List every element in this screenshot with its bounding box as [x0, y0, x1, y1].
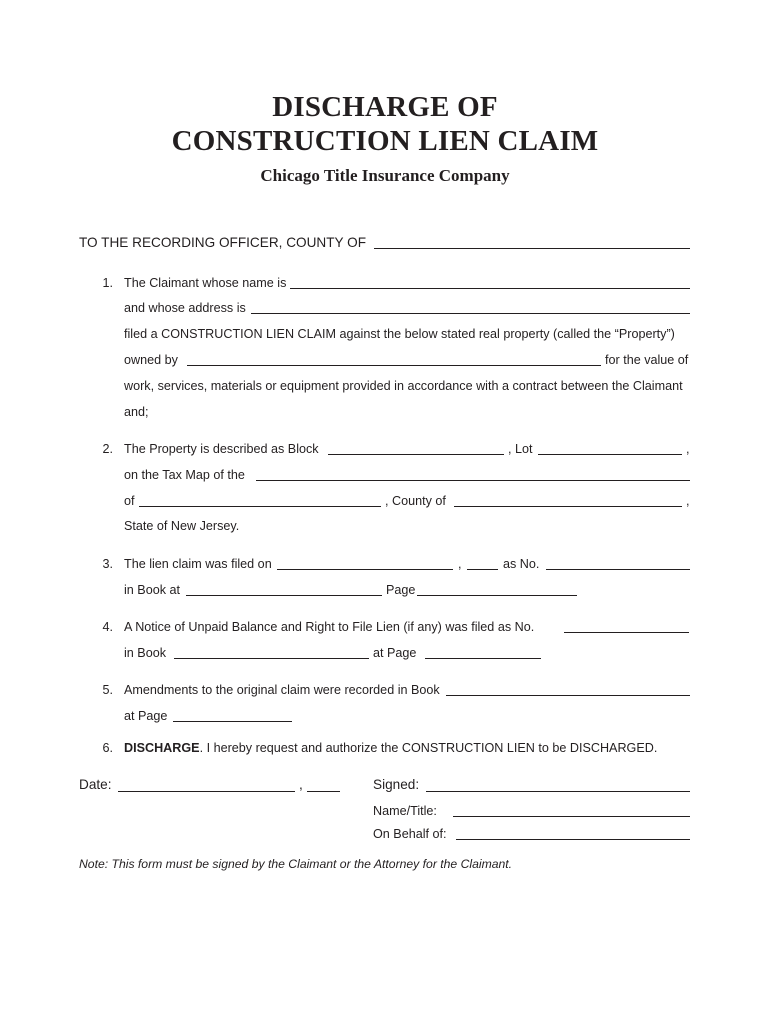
owner-field[interactable]: [187, 365, 601, 366]
item-4-number: 4.: [102, 620, 113, 634]
item-5-number: 5.: [102, 683, 113, 697]
item-6-number: 6.: [102, 741, 113, 755]
date-comma: ,: [299, 777, 303, 792]
notice-number-field[interactable]: [564, 632, 689, 633]
date-year-field[interactable]: [307, 791, 340, 792]
amendments-page-label: at Page: [124, 709, 168, 723]
date-field[interactable]: [118, 791, 295, 792]
discharge-bold-label: DISCHARGE: [124, 741, 200, 755]
county-comma: ,: [686, 494, 690, 508]
name-title-field[interactable]: [453, 816, 690, 817]
signature-field[interactable]: [426, 791, 690, 792]
claimant-address-label: and whose address is: [124, 301, 246, 315]
amendments-label: Amendments to the original claim were recorded in Book: [124, 683, 440, 697]
as-no-label: as No.: [503, 557, 540, 571]
notice-label: A Notice of Unpaid Balance and Right to File Lien (if any) was filed as No.: [124, 620, 535, 634]
claimant-name-field[interactable]: [290, 288, 690, 289]
of-label: of: [124, 494, 135, 508]
lot-comma: ,: [686, 442, 690, 456]
lien-page-field[interactable]: [417, 595, 577, 596]
lien-book-field[interactable]: [186, 595, 382, 596]
filed-on-comma: ,: [458, 557, 462, 571]
block-label: The Property is described as Block: [124, 442, 319, 456]
county-of-field[interactable]: [454, 506, 682, 507]
on-behalf-field[interactable]: [456, 839, 690, 840]
discharge-statement: [124, 740, 657, 756]
block-field[interactable]: [328, 454, 504, 455]
discharge-text: . I hereby request and authorize the CONSTRUCTION LIEN to be DISCHARGED.: [199, 741, 658, 755]
name-title-label: Name/Title:: [373, 804, 437, 818]
amendments-page-field[interactable]: [173, 721, 292, 722]
signed-label: Signed:: [373, 777, 420, 792]
book-at-label: in Book at: [124, 583, 181, 597]
lot-label: , Lot: [508, 442, 533, 456]
lien-number-field[interactable]: [546, 569, 690, 570]
tax-map-field[interactable]: [256, 480, 690, 481]
filed-claim-text: filed a CONSTRUCTION LIEN CLAIM against the below stated real property (called the “Property”): [124, 327, 675, 341]
item-2-number: 2.: [102, 442, 113, 456]
amendments-book-field[interactable]: [446, 695, 690, 696]
form-title-line-1: DISCHARGE OF: [272, 91, 498, 123]
state-text: State of New Jersey.: [124, 519, 240, 533]
claimant-address-field[interactable]: [251, 313, 690, 314]
value-of-label: for the value of: [605, 353, 689, 367]
county-field[interactable]: [374, 248, 690, 249]
filed-year-field[interactable]: [467, 569, 498, 570]
claimant-name-label: The Claimant whose name is: [124, 276, 287, 290]
lien-page-label: Page: [386, 583, 416, 597]
tax-map-label: on the Tax Map of the: [124, 468, 245, 482]
notice-page-label: at Page: [373, 646, 417, 660]
municipality-field[interactable]: [139, 506, 381, 507]
owned-by-label: owned by: [124, 353, 178, 367]
notice-page-field[interactable]: [425, 658, 541, 659]
work-services-text: work, services, materials or equipment provided in accordance with a contract between the Claimant: [124, 379, 683, 393]
lot-field[interactable]: [538, 454, 682, 455]
notice-book-label: in Book: [124, 646, 167, 660]
date-label: Date:: [79, 777, 112, 792]
on-behalf-label: On Behalf of:: [373, 827, 447, 841]
filed-on-field[interactable]: [277, 569, 453, 570]
form-title-line-2: CONSTRUCTION LIEN CLAIM: [171, 125, 599, 157]
company-subtitle: Chicago Title Insurance Company: [260, 166, 510, 185]
notice-book-field[interactable]: [174, 658, 369, 659]
item-3-number: 3.: [102, 557, 113, 571]
item-1-number: 1.: [102, 276, 113, 290]
county-of-label: , County of: [385, 494, 446, 508]
recording-officer-label: TO THE RECORDING OFFICER, COUNTY OF: [79, 235, 366, 250]
and-text: and;: [124, 405, 149, 419]
footer-note: Note: This form must be signed by the Claimant or the Attorney for the Claimant.: [79, 857, 513, 871]
filed-on-label: The lien claim was filed on: [124, 557, 272, 571]
